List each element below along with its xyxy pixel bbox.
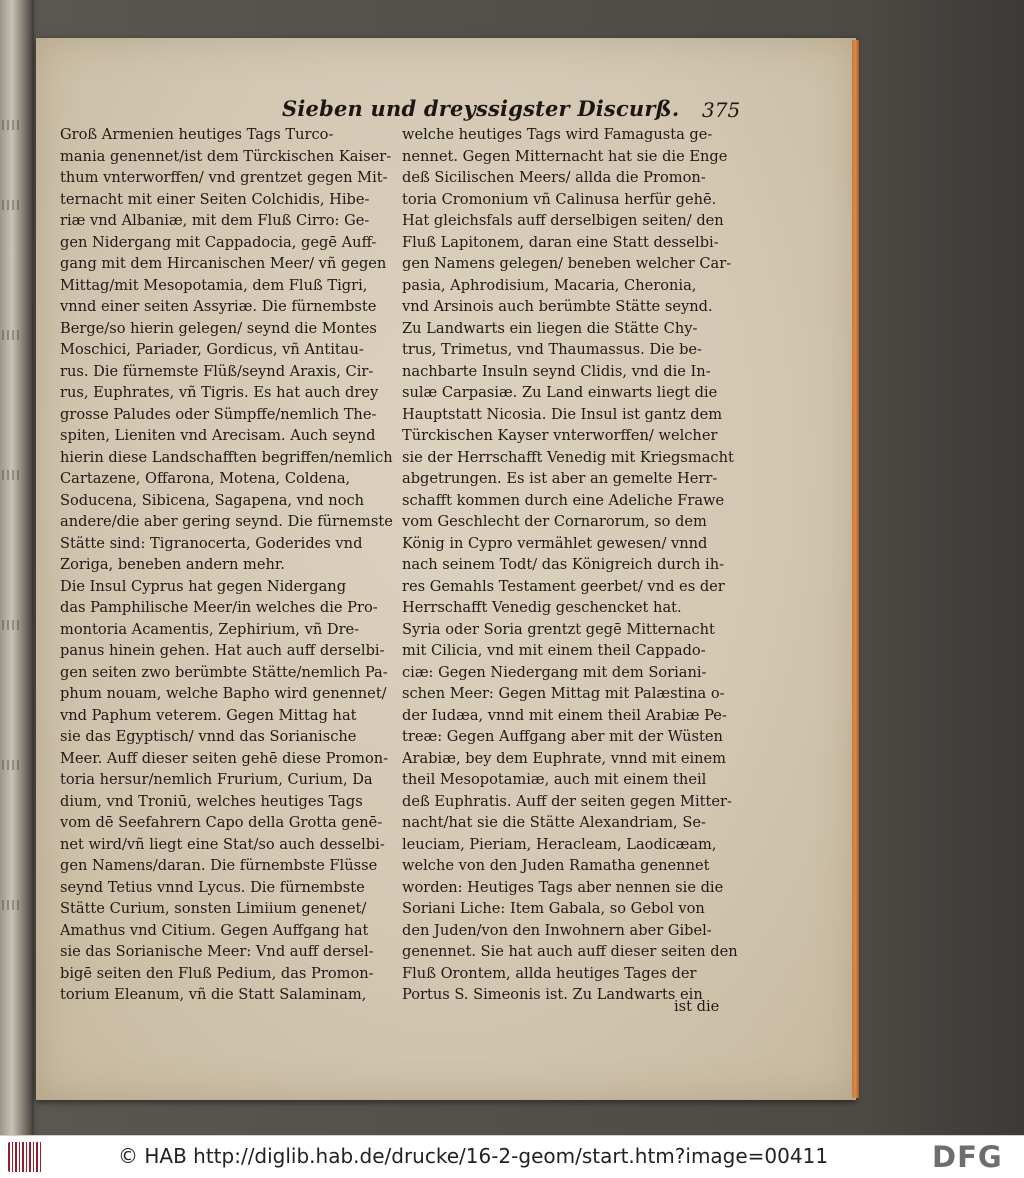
text-line: gang mit dem Hircanischen Meer/ vñ gegen xyxy=(60,255,387,272)
text-line: res Gemahls Testament geerbet/ vnd es der xyxy=(402,577,725,595)
text-line: seynd Tetius vnnd Lycus. Die fürnembste xyxy=(60,878,365,896)
text-line: treæ: Gegen Auffgang aber mit der Wüsten xyxy=(402,728,723,745)
text-line: rus. Die fürnemste Flüß/seynd Araxis, Cir- xyxy=(60,362,374,380)
text-line: mit Cilicia, vnd mit einem theil Cappado- xyxy=(402,642,706,659)
text-line: den Juden/von den Inwohnern aber Gibel- xyxy=(402,921,712,939)
text-line: schafft kommen durch eine Adeliche Frawe xyxy=(402,491,725,509)
text-line: ternacht mit einer Seiten Colchidis, Hibe- xyxy=(60,190,370,208)
text-line: Groß Armenien heutiges Tags Turco- xyxy=(60,126,334,143)
text-line: Cartazene, Offarona, Motena, Coldena, xyxy=(60,470,351,487)
running-head: Sieben und dreyssigster Discurß. xyxy=(282,96,680,121)
left-text-column xyxy=(60,124,396,1006)
text-line: Hat gleichsfals auff derselbigen seiten/ den xyxy=(402,212,724,229)
text-line: Hauptstatt Nicosia. Die Insul ist gantz dem xyxy=(402,405,723,423)
text-line: toria Cromonium vñ Calinusa herfür gehē. xyxy=(402,190,717,208)
text-line: gen seiten zwo berümbte Stätte/nemlich Pa- xyxy=(60,663,388,681)
text-line: gen Nidergang mit Cappadocia, gegē Auff- xyxy=(60,233,377,251)
text-line: Soriani Liche: Item Gabala, so Gebol von xyxy=(402,900,705,917)
text-line: vom dē Seefahrern Capo della Grotta genē- xyxy=(60,814,383,831)
text-line: andere/die aber gering seynd. Die fürnemste xyxy=(60,513,393,530)
text-line: gen Namens/daran. Die fürnembste Flüsse xyxy=(60,857,378,874)
text-line: panus hinein gehen. Hat auch auff derselbi- xyxy=(60,642,385,659)
text-line: Zu Landwarts ein liegen die Stätte Chy- xyxy=(402,319,698,337)
text-line: Stätte sind: Tigranocerta, Goderides vnd xyxy=(60,534,363,552)
text-line: net wird/vñ liegt eine Stat/so auch desselbi- xyxy=(60,835,385,853)
footer-credit-link[interactable]: © HAB http://diglib.hab.de/drucke/16-2-geom/start.htm?image=00411 xyxy=(118,1144,829,1168)
text-line: Syria oder Soria grentzt gegē Mitternacht xyxy=(402,620,715,638)
text-line: hierin diese Landschafften begriffen/nemlich xyxy=(60,448,393,466)
text-line: bigē seiten den Fluß Pedium, das Promon- xyxy=(60,964,374,982)
catchword: ist die xyxy=(674,998,720,1015)
text-line: mania genennet/ist dem Türckischen Kaiser- xyxy=(60,147,392,165)
text-line: torium Eleanum, vñ die Statt Salaminam, xyxy=(60,986,367,1003)
text-line: phum nouam, welche Bapho wird genennet/ xyxy=(60,685,387,702)
text-line: riæ vnd Albaniæ, mit dem Fluß Cirro: Ge- xyxy=(60,212,370,229)
text-line: Mittag/mit Mesopotamia, dem Fluß Tigri, xyxy=(60,276,368,294)
text-line: grosse Paludes oder Sümpffe/nemlich The- xyxy=(60,405,377,423)
text-line: welche heutiges Tags wird Famagusta ge- xyxy=(402,126,713,143)
text-line: nach seinem Todt/ das Königreich durch ih- xyxy=(402,556,725,573)
text-line: Türckischen Kayser vnterworffen/ welcher xyxy=(402,427,718,444)
text-line: Amathus vnd Citium. Gegen Auffgang hat xyxy=(60,921,369,939)
text-line: Meer. Auff dieser seiten gehē diese Promon- xyxy=(60,749,389,767)
text-line: dium, vnd Troniū, welches heutiges Tags xyxy=(60,792,363,810)
text-line: vnd Arsinois auch berümbte Stätte seynd. xyxy=(402,298,713,315)
page-edge xyxy=(852,40,859,1098)
text-line: montoria Acamentis, Zephirium, vñ Dre- xyxy=(60,620,360,638)
footer-bar xyxy=(0,1135,1024,1178)
text-line: sulæ Carpasiæ. Zu Land einwarts liegt die xyxy=(402,384,718,401)
text-line: König in Cypro vermählet gewesen/ vnnd xyxy=(402,534,708,552)
right-text-column xyxy=(402,124,738,1006)
text-line: Soducena, Sibicena, Sagapena, vnd noch xyxy=(60,491,365,509)
text-line: toria hersur/nemlich Frurium, Curium, Da xyxy=(60,771,373,788)
text-line: Arabiæ, bey dem Euphrate, vnnd mit einem xyxy=(402,749,726,767)
text-line: Herrschafft Venedig geschencket hat. xyxy=(402,599,682,616)
text-line: theil Mesopotamiæ, auch mit einem theil xyxy=(402,771,707,788)
text-line: pasia, Aphrodisium, Macaria, Cheronia, xyxy=(402,276,697,294)
text-line: abgetrungen. Es ist aber an gemelte Herr- xyxy=(402,470,718,487)
text-line: ciæ: Gegen Niedergang mit dem Soriani- xyxy=(402,663,707,681)
text-line: nachbarte Insuln seynd Clidis, vnd die In- xyxy=(402,362,711,380)
text-line: Fluß Orontem, allda heutiges Tages der xyxy=(402,964,697,982)
text-line: Stätte Curium, sonsten Limiium genenet/ xyxy=(60,900,367,917)
text-line: Portus S. Simeonis ist. Zu Landwarts ein xyxy=(402,986,703,1003)
text-line: vnnd einer seiten Assyriæ. Die fürnembste xyxy=(60,298,377,315)
text-line: welche von den Juden Ramatha genennet xyxy=(402,857,710,874)
dfg-logo: DFG xyxy=(932,1140,1003,1174)
text-line: Berge/so hierin gelegen/ seynd die Montes xyxy=(60,319,377,337)
barcode-logo-icon xyxy=(8,1142,42,1172)
page-number: 375 xyxy=(702,98,741,122)
text-line: das Pamphilische Meer/in welches die Pro- xyxy=(60,599,378,616)
text-line: sie das Sorianische Meer: Vnd auff dersel- xyxy=(60,943,374,960)
previous-page-edge xyxy=(0,0,34,1135)
text-line: Die Insul Cyprus hat gegen Nidergang xyxy=(60,577,347,595)
text-line: Zoriga, beneben andern mehr. xyxy=(60,556,285,573)
text-line: der Iudæa, vnnd mit einem theil Arabiæ Pe- xyxy=(402,706,727,724)
text-line: sie das Egyptisch/ vnnd das Sorianische xyxy=(60,728,357,745)
text-line: schen Meer: Gegen Mittag mit Palæstina o- xyxy=(402,685,725,702)
text-line: gen Namens gelegen/ beneben welcher Car- xyxy=(402,255,732,272)
text-line: spiten, Lieniten vnd Arecisam. Auch seynd xyxy=(60,427,376,444)
text-line: worden: Heutiges Tags aber nennen sie die xyxy=(402,878,724,896)
text-line: trus, Trimetus, vnd Thaumassus. Die be- xyxy=(402,341,702,358)
text-line: leuciam, Pieriam, Heracleam, Laodicæam, xyxy=(402,835,717,853)
text-line: Fluß Lapitonem, daran eine Statt desselbi- xyxy=(402,233,719,251)
text-line: nacht/hat sie die Stätte Alexandriam, Se- xyxy=(402,814,706,831)
text-line: nennet. Gegen Mitternacht hat sie die Enge xyxy=(402,147,728,165)
text-line: deß Sicilischen Meers/ allda die Promon- xyxy=(402,169,706,186)
text-line: rus, Euphrates, vñ Tigris. Es hat auch drey xyxy=(60,384,379,401)
text-line: genennet. Sie hat auch auff dieser seiten den xyxy=(402,943,738,960)
text-line: sie der Herrschafft Venedig mit Kriegsmacht xyxy=(402,448,734,466)
text-line: Moschici, Pariader, Gordicus, vñ Antitau- xyxy=(60,341,364,358)
text-line: deß Euphratis. Auff der seiten gegen Mitter- xyxy=(402,792,732,810)
text-line: thum vnterworffen/ vnd grentzet gegen Mit- xyxy=(60,169,388,186)
text-line: vom Geschlecht der Cornarorum, so dem xyxy=(402,513,707,530)
text-line: vnd Paphum veterem. Gegen Mittag hat xyxy=(60,706,357,724)
